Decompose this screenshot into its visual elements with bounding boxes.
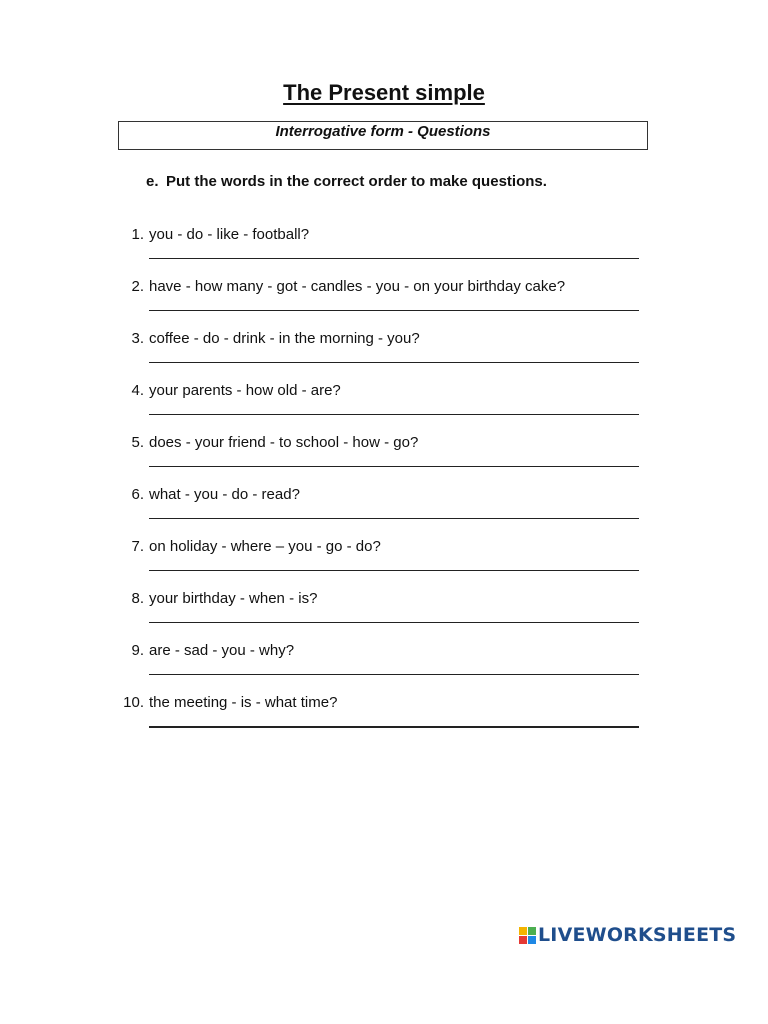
- question-item: [120, 642, 660, 694]
- question-item: [120, 330, 660, 382]
- question-text: are - sad - you - why?: [149, 642, 295, 659]
- question-text: does - your friend - to school - how - go?: [149, 434, 419, 451]
- answer-line[interactable]: [149, 726, 639, 728]
- answer-line[interactable]: [149, 518, 639, 519]
- instruction-text: Put the words in the correct order to make questions.: [166, 173, 547, 190]
- question-text: coffee - do - drink - in the morning - you?: [149, 330, 420, 347]
- page-title: The Present simple: [283, 80, 485, 105]
- question-number: 4.: [131, 382, 144, 399]
- instruction-letter: e.: [146, 173, 159, 190]
- question-text: on holiday - where – you - go - do?: [149, 538, 381, 555]
- answer-line[interactable]: [149, 466, 639, 467]
- question-number: 2.: [131, 278, 144, 295]
- question-text: your parents - how old - are?: [149, 382, 341, 399]
- answer-line[interactable]: [149, 258, 639, 259]
- question-text: you - do - like - football?: [149, 226, 310, 243]
- question-number: 3.: [131, 330, 144, 347]
- question-item: [120, 434, 660, 486]
- question-number: 7.: [131, 538, 144, 555]
- question-text: the meeting - is - what time?: [149, 694, 338, 711]
- question-number: 10.: [123, 694, 144, 711]
- liveworksheets-logo[interactable]: [519, 924, 736, 946]
- logo-text: LIVEWORKSHEETS: [538, 924, 737, 946]
- subtitle-box: Interrogative form - Questions: [118, 121, 648, 150]
- question-item: [120, 538, 660, 590]
- question-item: [120, 226, 660, 278]
- question-item: [120, 486, 660, 538]
- liveworksheets-logo-icon: [519, 927, 536, 944]
- question-item: [120, 694, 660, 746]
- question-number: 6.: [131, 486, 144, 503]
- instruction: [146, 173, 547, 190]
- question-number: 8.: [131, 590, 144, 607]
- question-number: 9.: [131, 642, 144, 659]
- answer-line[interactable]: [149, 362, 639, 363]
- question-text: have - how many - got - candles - you - on your birthday cake?: [149, 278, 566, 295]
- question-text: what - you - do - read?: [149, 486, 300, 503]
- answer-line[interactable]: [149, 414, 639, 415]
- answer-line[interactable]: [149, 310, 639, 311]
- answer-line[interactable]: [149, 674, 639, 675]
- question-number: 5.: [131, 434, 144, 451]
- question-item: [120, 278, 660, 330]
- question-text: your birthday - when - is?: [149, 590, 318, 607]
- answer-line[interactable]: [149, 622, 639, 623]
- question-number: 1.: [131, 226, 144, 243]
- question-item: [120, 382, 660, 434]
- answer-line[interactable]: [149, 570, 639, 571]
- question-item: [120, 590, 660, 642]
